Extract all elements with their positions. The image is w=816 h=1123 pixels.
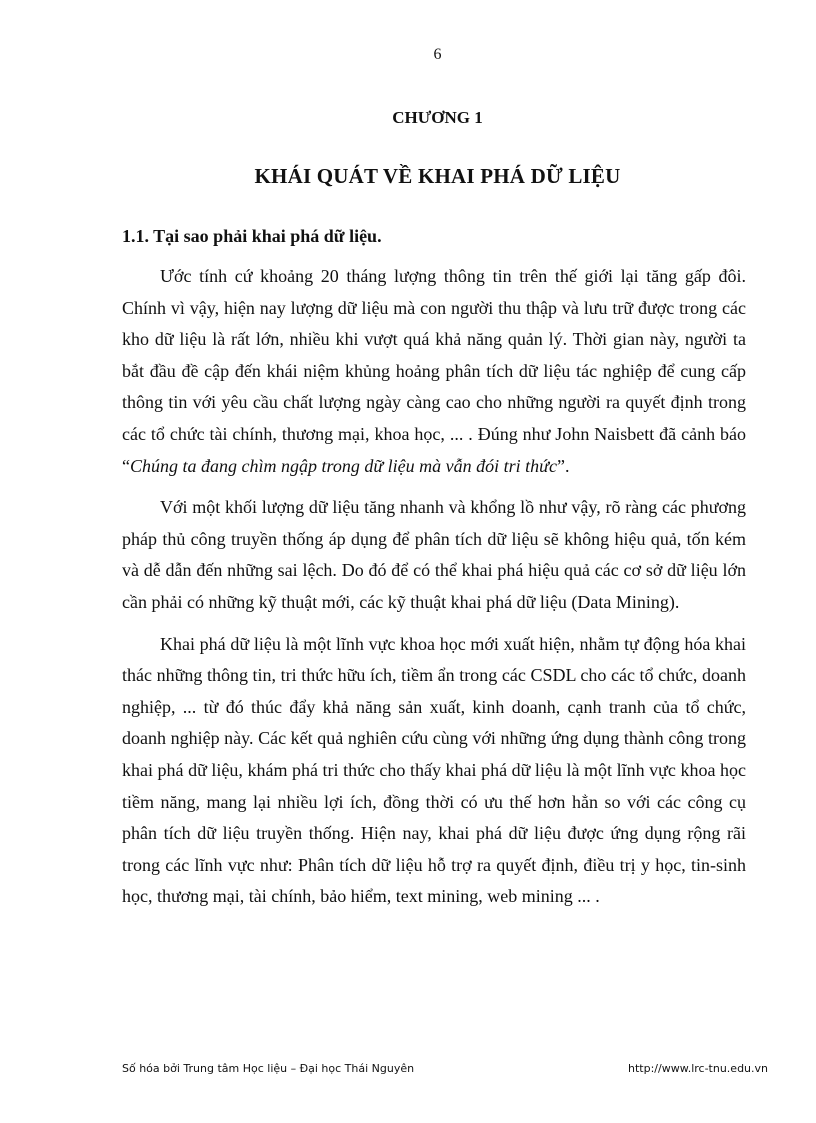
paragraph-1-end: ”. [556, 455, 570, 476]
paragraph-2: Với một khối lượng dữ liệu tăng nhanh và khổng lồ như vậy, rõ ràng các phương pháp thủ công truyền thống áp dụng để phân tích dữ liệu sẽ không hiệu quả, tốn kém và dễ dẫn đến những sai lệch. Do đó để có thể khai phá hiệu quả các cơ sở dữ liệu lớn cần phải có những kỹ thuật mới, các kỹ thuật khai phá dữ liệu (Data Mining). [122, 497, 746, 612]
paragraph-3: Khai phá dữ liệu là một lĩnh vực khoa học mới xuất hiện, nhằm tự động hóa khai thác những thông tin, tri thức hữu ích, tiềm ẩn trong các CSDL cho các tổ chức, doanh nghiệp, ... từ đó thúc đẩy khả năng sản xuất, kinh doanh, cạnh tranh của tổ chức, doanh nghiệp này. Các kết quả nghiên cứu cùng với những ứng dụng thành công trong khai phá dữ liệu, khám phá tri thức cho thấy khai phá dữ liệu là một lĩnh vực khoa học tiềm năng, mang lại nhiều lợi ích, đồng thời có ưu thế hơn hẳn so với các công cụ phân tích dữ liệu truyền thống. Hiện nay, khai phá dữ liệu được ứng dụng rộng rãi trong các lĩnh vực như: Phân tích dữ liệu hỗ trợ ra quyết định, điều trị y học, tin-sinh học, thương mại, tài chính, bảo hiểm, text mining, web mining ... . [122, 633, 746, 907]
footer-url[interactable]: http://www.lrc-tnu.edu.vn [628, 1062, 768, 1075]
paragraph-1 [122, 261, 746, 482]
footer-source: Số hóa bởi Trung tâm Học liệu – Đại học Thái Nguyên [122, 1062, 415, 1075]
section-heading: 1.1. Tại sao phải khai phá dữ liệu. [122, 226, 382, 246]
paragraph-1-text: Ước tính cứ khoảng 20 tháng lượng thông tin trên thế giới lại tăng gấp đôi. Chính vì vậy, hiện nay lượng dữ liệu mà con người thu thập và lưu trữ được trong các kho dữ liệu là rất lớn, nhiều khi vượt quá khả năng quản lý. Thời gian này, người ta bắt đầu đề cập đến khái niệm khủng hoảng phân tích dữ liệu tác nghiệp để cung cấp thông tin với yêu cầu chất lượng ngày càng cao cho những người ra quyết định trong các tổ chức tài chính, thương mại, khoa học, ... . Đúng như John Naisbett đã cảnh báo “ [122, 266, 746, 476]
chapter-label: CHƯƠNG 1 [392, 108, 483, 127]
body-text [122, 261, 746, 923]
chapter-title: KHÁI QUÁT VỀ KHAI PHÁ DỮ LIỆU [254, 164, 621, 188]
paragraph-1-quote: Chúng ta đang chìm ngập trong dữ liệu mà vẫn đói tri thức [130, 455, 557, 476]
page-number: 6 [433, 46, 442, 63]
